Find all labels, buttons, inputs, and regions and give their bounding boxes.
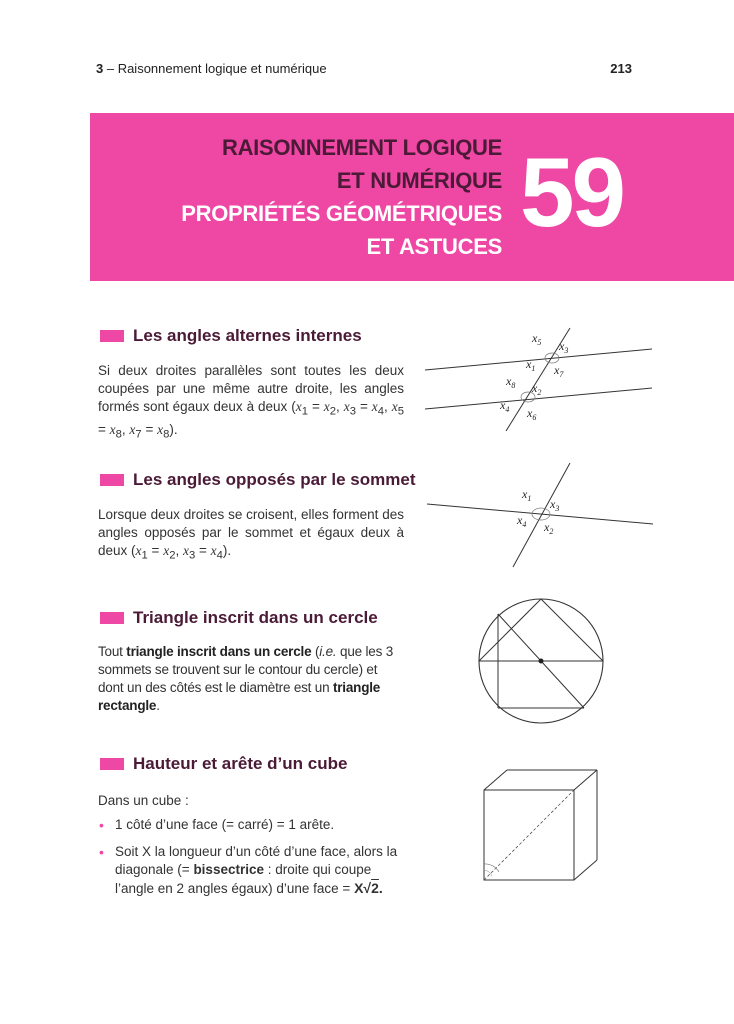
- banner-line-2: ET NUMÉRIQUE: [336, 168, 502, 193]
- label-x3: $x_3$: [559, 339, 569, 355]
- label-x2: $x_2$: [532, 381, 542, 397]
- figure-alternate-angles: [420, 325, 660, 435]
- bullet-icon: •: [99, 844, 104, 860]
- label-x5: $x_5$: [532, 331, 542, 347]
- page-number: 213: [610, 61, 632, 76]
- heading-marker: [100, 330, 124, 342]
- label-x8: $x_8$: [506, 374, 516, 390]
- cube-intro: Dans un cube :: [98, 793, 189, 808]
- label-x2: $x_2$: [544, 520, 554, 536]
- label-x7: $x_7$: [554, 363, 564, 379]
- figure-vertical-angles: [425, 460, 655, 570]
- heading-marker: [100, 612, 124, 624]
- section-heading-triangle: [100, 608, 378, 628]
- equation-opposes: $x_1 = x_2$, $x_3 = x_4$).: [135, 543, 232, 562]
- label-x1: $x_1$: [526, 357, 536, 373]
- banner-line-4: ET ASTUCES: [366, 234, 502, 259]
- label-x3: $x_3$: [550, 497, 560, 513]
- paragraph-text: Si deux droites parallèles sont toutes les deux coupées par une même autre droite, les angles formés sont égaux deux à deux: [98, 363, 404, 414]
- cube-bullet-list: [98, 816, 408, 907]
- figure-cube: [480, 768, 620, 882]
- page-header: [96, 61, 632, 76]
- equation-alternes: $x_1 = x_2$, $x_3 = x_4$, $x_5 = x_8$, $x_7 = x_8$).: [98, 399, 405, 441]
- chapter-big-number: 59: [520, 137, 624, 247]
- chapter-title: – Raisonnement logique et numérique: [103, 61, 327, 76]
- banner-line-1: RAISONNEMENT LOGIQUE: [221, 135, 502, 160]
- section-heading-alternes: [100, 326, 362, 346]
- list-item: • 1 côté d’une face (= carré) = 1 arête.: [99, 817, 335, 833]
- heading-marker: [100, 758, 124, 770]
- paragraph-opposes: Lorsque deux droites se croisent, elles forment des angles opposés par le sommet et égaux deux à deux ($x_1 = x_2$, $x_3 = x_4$).: [98, 507, 404, 562]
- section-heading-opposes: [100, 470, 415, 490]
- banner-line-3: PROPRIÉTÉS GÉOMÉTRIQUES: [181, 201, 502, 226]
- section-heading-cube: [100, 754, 347, 774]
- list-item: • Soit X la longueur d’un côté d’une face, alors la diagonale (= bissectrice : droite qui coupe l’angle en 2 angles égaux) d’une face = X√2.: [99, 844, 398, 896]
- chapter-number: 3: [96, 61, 104, 76]
- heading-text: Les angles opposés par le sommet: [133, 470, 416, 489]
- label-x4: $x_4$: [500, 398, 510, 414]
- figure-inscribed-triangle: [476, 597, 610, 731]
- heading-marker: [100, 474, 124, 486]
- paragraph-alternes: Si deux droites parallèles sont toutes les deux coupées par une même autre droite, les angles formés sont égaux deux à deux ($x_1 = x_2$, $x_3 = x_4$, $x_5 = x_8$, $x_7 = x_8$).: [98, 363, 405, 441]
- label-x6: $x_6$: [527, 406, 537, 422]
- bullet-icon: •: [99, 817, 104, 833]
- paragraph-triangle: Tout triangle inscrit dans un cercle (i.e. que les 3 sommets se trouvent sur le contour du cercle) et dont un des côtés est le diamètre est un triangle rectangle.: [98, 644, 394, 713]
- banner-titles: [181, 131, 502, 263]
- label-x1: $x_1$: [522, 487, 532, 503]
- formula-x-sqrt-2: X√2.: [354, 880, 383, 896]
- label-x4: $x_4$: [517, 513, 527, 529]
- paragraph-text: Lorsque deux droites se croisent, elles forment des angles opposés par le sommet et égaux deux à deux: [98, 507, 404, 558]
- chapter-banner: [90, 113, 734, 281]
- heading-text: Hauteur et arête d’un cube: [133, 754, 348, 773]
- heading-text: Les angles alternes internes: [133, 326, 362, 345]
- heading-text: Triangle inscrit dans un cercle: [133, 608, 378, 627]
